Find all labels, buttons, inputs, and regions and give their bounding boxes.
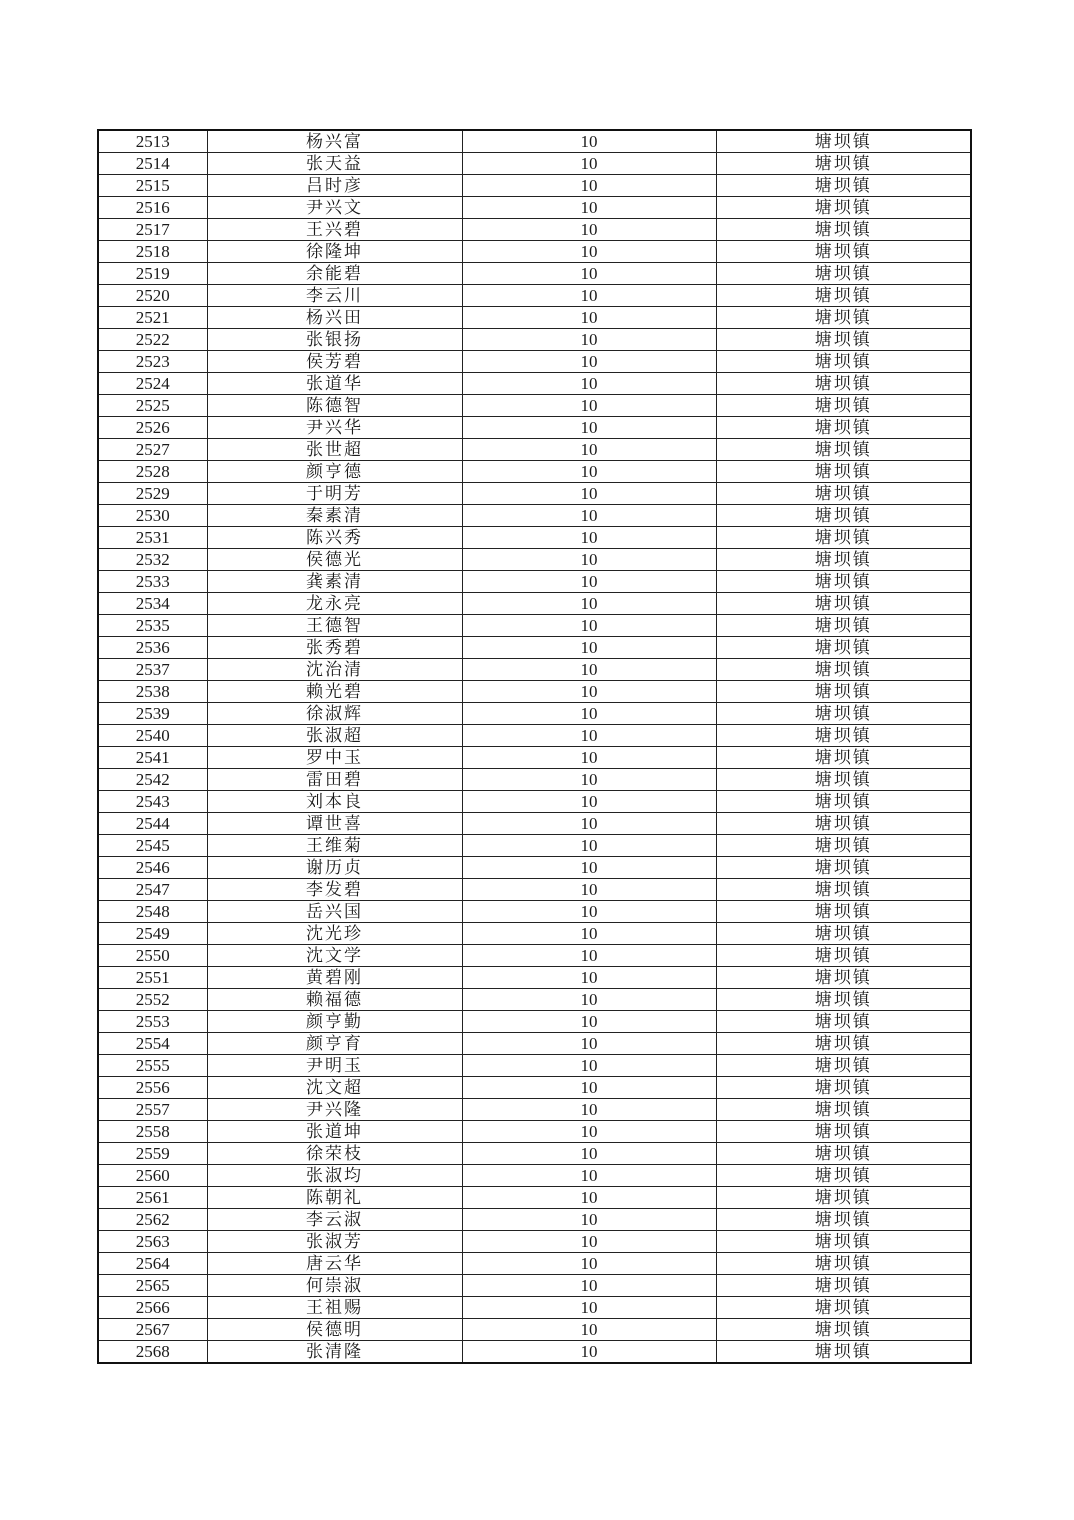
amount-cell: 10 xyxy=(462,329,716,351)
name-cell: 张秀碧 xyxy=(207,637,462,659)
table-row xyxy=(98,153,971,175)
name-cell: 谢历贞 xyxy=(207,857,462,879)
row-number-cell: 2565 xyxy=(98,1275,207,1297)
name-cell: 余能碧 xyxy=(207,263,462,285)
amount-cell: 10 xyxy=(462,1055,716,1077)
name-cell: 王兴碧 xyxy=(207,219,462,241)
table-row xyxy=(98,1231,971,1253)
row-number-cell: 2567 xyxy=(98,1319,207,1341)
table-row xyxy=(98,395,971,417)
amount-cell: 10 xyxy=(462,857,716,879)
row-number-cell: 2546 xyxy=(98,857,207,879)
town-cell: 塘坝镇 xyxy=(716,1011,971,1033)
table-body xyxy=(98,130,971,1363)
table-row xyxy=(98,130,971,153)
row-number-cell: 2526 xyxy=(98,417,207,439)
name-cell: 谭世喜 xyxy=(207,813,462,835)
name-cell: 沈治清 xyxy=(207,659,462,681)
amount-cell: 10 xyxy=(462,197,716,219)
row-number-cell: 2547 xyxy=(98,879,207,901)
amount-cell: 10 xyxy=(462,791,716,813)
amount-cell: 10 xyxy=(462,593,716,615)
row-number-cell: 2528 xyxy=(98,461,207,483)
amount-cell: 10 xyxy=(462,1099,716,1121)
table-row xyxy=(98,373,971,395)
town-cell: 塘坝镇 xyxy=(716,989,971,1011)
town-cell: 塘坝镇 xyxy=(716,879,971,901)
amount-cell: 10 xyxy=(462,659,716,681)
table-row xyxy=(98,1209,971,1231)
name-cell: 张道华 xyxy=(207,373,462,395)
row-number-cell: 2544 xyxy=(98,813,207,835)
name-cell: 陈朝礼 xyxy=(207,1187,462,1209)
data-table xyxy=(97,129,972,1364)
row-number-cell: 2551 xyxy=(98,967,207,989)
name-cell: 张清隆 xyxy=(207,1341,462,1364)
amount-cell: 10 xyxy=(462,351,716,373)
table-row xyxy=(98,703,971,725)
town-cell: 塘坝镇 xyxy=(716,1077,971,1099)
amount-cell: 10 xyxy=(462,461,716,483)
town-cell: 塘坝镇 xyxy=(716,461,971,483)
name-cell: 吕时彦 xyxy=(207,175,462,197)
name-cell: 尹明玉 xyxy=(207,1055,462,1077)
name-cell: 刘本良 xyxy=(207,791,462,813)
amount-cell: 10 xyxy=(462,1121,716,1143)
town-cell: 塘坝镇 xyxy=(716,615,971,637)
name-cell: 陈德智 xyxy=(207,395,462,417)
row-number-cell: 2518 xyxy=(98,241,207,263)
table-row xyxy=(98,1297,971,1319)
town-cell: 塘坝镇 xyxy=(716,483,971,505)
name-cell: 雷田碧 xyxy=(207,769,462,791)
table-row xyxy=(98,1341,971,1364)
amount-cell: 10 xyxy=(462,219,716,241)
name-cell: 张道坤 xyxy=(207,1121,462,1143)
row-number-cell: 2517 xyxy=(98,219,207,241)
town-cell: 塘坝镇 xyxy=(716,571,971,593)
table-row xyxy=(98,615,971,637)
name-cell: 陈兴秀 xyxy=(207,527,462,549)
row-number-cell: 2553 xyxy=(98,1011,207,1033)
town-cell: 塘坝镇 xyxy=(716,659,971,681)
table-row xyxy=(98,549,971,571)
name-cell: 李发碧 xyxy=(207,879,462,901)
table-row xyxy=(98,923,971,945)
town-cell: 塘坝镇 xyxy=(716,1253,971,1275)
row-number-cell: 2521 xyxy=(98,307,207,329)
town-cell: 塘坝镇 xyxy=(716,1055,971,1077)
town-cell: 塘坝镇 xyxy=(716,857,971,879)
town-cell: 塘坝镇 xyxy=(716,945,971,967)
row-number-cell: 2566 xyxy=(98,1297,207,1319)
table-row xyxy=(98,1275,971,1297)
table-row xyxy=(98,681,971,703)
amount-cell: 10 xyxy=(462,725,716,747)
amount-cell: 10 xyxy=(462,307,716,329)
town-cell: 塘坝镇 xyxy=(716,549,971,571)
town-cell: 塘坝镇 xyxy=(716,747,971,769)
name-cell: 张世超 xyxy=(207,439,462,461)
name-cell: 颜亨勤 xyxy=(207,1011,462,1033)
town-cell: 塘坝镇 xyxy=(716,219,971,241)
town-cell: 塘坝镇 xyxy=(716,1341,971,1364)
table-row xyxy=(98,1055,971,1077)
row-number-cell: 2538 xyxy=(98,681,207,703)
town-cell: 塘坝镇 xyxy=(716,153,971,175)
town-cell: 塘坝镇 xyxy=(716,637,971,659)
name-cell: 赖福德 xyxy=(207,989,462,1011)
row-number-cell: 2568 xyxy=(98,1341,207,1364)
amount-cell: 10 xyxy=(462,130,716,153)
amount-cell: 10 xyxy=(462,637,716,659)
table-row xyxy=(98,307,971,329)
amount-cell: 10 xyxy=(462,417,716,439)
table-row xyxy=(98,461,971,483)
amount-cell: 10 xyxy=(462,571,716,593)
table-row xyxy=(98,1011,971,1033)
table-row xyxy=(98,263,971,285)
row-number-cell: 2556 xyxy=(98,1077,207,1099)
table-row xyxy=(98,857,971,879)
town-cell: 塘坝镇 xyxy=(716,527,971,549)
row-number-cell: 2562 xyxy=(98,1209,207,1231)
amount-cell: 10 xyxy=(462,483,716,505)
amount-cell: 10 xyxy=(462,527,716,549)
table-row xyxy=(98,769,971,791)
amount-cell: 10 xyxy=(462,1209,716,1231)
name-cell: 颜亨育 xyxy=(207,1033,462,1055)
name-cell: 尹兴文 xyxy=(207,197,462,219)
name-cell: 沈文学 xyxy=(207,945,462,967)
town-cell: 塘坝镇 xyxy=(716,130,971,153)
amount-cell: 10 xyxy=(462,835,716,857)
row-number-cell: 2529 xyxy=(98,483,207,505)
row-number-cell: 2541 xyxy=(98,747,207,769)
town-cell: 塘坝镇 xyxy=(716,373,971,395)
table-row xyxy=(98,835,971,857)
name-cell: 黄碧刚 xyxy=(207,967,462,989)
table-row xyxy=(98,1121,971,1143)
name-cell: 张天益 xyxy=(207,153,462,175)
name-cell: 张淑芳 xyxy=(207,1231,462,1253)
row-number-cell: 2519 xyxy=(98,263,207,285)
town-cell: 塘坝镇 xyxy=(716,769,971,791)
amount-cell: 10 xyxy=(462,967,716,989)
name-cell: 徐淑辉 xyxy=(207,703,462,725)
amount-cell: 10 xyxy=(462,1275,716,1297)
amount-cell: 10 xyxy=(462,769,716,791)
amount-cell: 10 xyxy=(462,285,716,307)
row-number-cell: 2555 xyxy=(98,1055,207,1077)
name-cell: 岳兴国 xyxy=(207,901,462,923)
amount-cell: 10 xyxy=(462,263,716,285)
table-row xyxy=(98,483,971,505)
town-cell: 塘坝镇 xyxy=(716,263,971,285)
name-cell: 侯德光 xyxy=(207,549,462,571)
row-number-cell: 2527 xyxy=(98,439,207,461)
table-row xyxy=(98,747,971,769)
town-cell: 塘坝镇 xyxy=(716,835,971,857)
table-row xyxy=(98,791,971,813)
table-row xyxy=(98,329,971,351)
table-row xyxy=(98,967,971,989)
amount-cell: 10 xyxy=(462,395,716,417)
amount-cell: 10 xyxy=(462,153,716,175)
table-row xyxy=(98,659,971,681)
table-row xyxy=(98,945,971,967)
town-cell: 塘坝镇 xyxy=(716,1209,971,1231)
name-cell: 龙永亮 xyxy=(207,593,462,615)
table-row xyxy=(98,1099,971,1121)
table-row xyxy=(98,175,971,197)
row-number-cell: 2533 xyxy=(98,571,207,593)
amount-cell: 10 xyxy=(462,1231,716,1253)
row-number-cell: 2560 xyxy=(98,1165,207,1187)
table-row xyxy=(98,197,971,219)
table-row xyxy=(98,813,971,835)
town-cell: 塘坝镇 xyxy=(716,351,971,373)
town-cell: 塘坝镇 xyxy=(716,1143,971,1165)
town-cell: 塘坝镇 xyxy=(716,1319,971,1341)
name-cell: 尹兴隆 xyxy=(207,1099,462,1121)
name-cell: 赖光碧 xyxy=(207,681,462,703)
amount-cell: 10 xyxy=(462,989,716,1011)
row-number-cell: 2559 xyxy=(98,1143,207,1165)
name-cell: 徐荣枝 xyxy=(207,1143,462,1165)
town-cell: 塘坝镇 xyxy=(716,1275,971,1297)
amount-cell: 10 xyxy=(462,747,716,769)
table-row xyxy=(98,285,971,307)
row-number-cell: 2534 xyxy=(98,593,207,615)
row-number-cell: 2520 xyxy=(98,285,207,307)
table-row xyxy=(98,901,971,923)
amount-cell: 10 xyxy=(462,1319,716,1341)
amount-cell: 10 xyxy=(462,1011,716,1033)
amount-cell: 10 xyxy=(462,1253,716,1275)
amount-cell: 10 xyxy=(462,813,716,835)
amount-cell: 10 xyxy=(462,549,716,571)
row-number-cell: 2523 xyxy=(98,351,207,373)
town-cell: 塘坝镇 xyxy=(716,725,971,747)
town-cell: 塘坝镇 xyxy=(716,703,971,725)
name-cell: 沈光珍 xyxy=(207,923,462,945)
amount-cell: 10 xyxy=(462,703,716,725)
town-cell: 塘坝镇 xyxy=(716,1297,971,1319)
name-cell: 罗中玉 xyxy=(207,747,462,769)
town-cell: 塘坝镇 xyxy=(716,1231,971,1253)
row-number-cell: 2542 xyxy=(98,769,207,791)
town-cell: 塘坝镇 xyxy=(716,175,971,197)
name-cell: 于明芳 xyxy=(207,483,462,505)
name-cell: 龚素清 xyxy=(207,571,462,593)
name-cell: 秦素清 xyxy=(207,505,462,527)
row-number-cell: 2535 xyxy=(98,615,207,637)
amount-cell: 10 xyxy=(462,175,716,197)
row-number-cell: 2513 xyxy=(98,130,207,153)
row-number-cell: 2552 xyxy=(98,989,207,1011)
town-cell: 塘坝镇 xyxy=(716,1165,971,1187)
table-row xyxy=(98,571,971,593)
row-number-cell: 2554 xyxy=(98,1033,207,1055)
row-number-cell: 2564 xyxy=(98,1253,207,1275)
name-cell: 杨兴田 xyxy=(207,307,462,329)
name-cell: 张淑均 xyxy=(207,1165,462,1187)
row-number-cell: 2516 xyxy=(98,197,207,219)
amount-cell: 10 xyxy=(462,1341,716,1364)
table-row xyxy=(98,989,971,1011)
amount-cell: 10 xyxy=(462,439,716,461)
town-cell: 塘坝镇 xyxy=(716,1187,971,1209)
town-cell: 塘坝镇 xyxy=(716,439,971,461)
town-cell: 塘坝镇 xyxy=(716,1099,971,1121)
table-row xyxy=(98,1143,971,1165)
table-row xyxy=(98,1077,971,1099)
row-number-cell: 2561 xyxy=(98,1187,207,1209)
table-row xyxy=(98,1187,971,1209)
name-cell: 侯芳碧 xyxy=(207,351,462,373)
table-row xyxy=(98,879,971,901)
town-cell: 塘坝镇 xyxy=(716,1121,971,1143)
name-cell: 王祖赐 xyxy=(207,1297,462,1319)
town-cell: 塘坝镇 xyxy=(716,1033,971,1055)
row-number-cell: 2531 xyxy=(98,527,207,549)
town-cell: 塘坝镇 xyxy=(716,395,971,417)
name-cell: 侯德明 xyxy=(207,1319,462,1341)
name-cell: 王德智 xyxy=(207,615,462,637)
name-cell: 张淑超 xyxy=(207,725,462,747)
amount-cell: 10 xyxy=(462,1297,716,1319)
name-cell: 张银扬 xyxy=(207,329,462,351)
amount-cell: 10 xyxy=(462,1165,716,1187)
town-cell: 塘坝镇 xyxy=(716,505,971,527)
town-cell: 塘坝镇 xyxy=(716,285,971,307)
name-cell: 徐隆坤 xyxy=(207,241,462,263)
town-cell: 塘坝镇 xyxy=(716,791,971,813)
row-number-cell: 2515 xyxy=(98,175,207,197)
table-row xyxy=(98,439,971,461)
amount-cell: 10 xyxy=(462,241,716,263)
amount-cell: 10 xyxy=(462,879,716,901)
row-number-cell: 2558 xyxy=(98,1121,207,1143)
row-number-cell: 2537 xyxy=(98,659,207,681)
amount-cell: 10 xyxy=(462,505,716,527)
town-cell: 塘坝镇 xyxy=(716,967,971,989)
row-number-cell: 2524 xyxy=(98,373,207,395)
name-cell: 李云淑 xyxy=(207,1209,462,1231)
row-number-cell: 2557 xyxy=(98,1099,207,1121)
town-cell: 塘坝镇 xyxy=(716,241,971,263)
row-number-cell: 2543 xyxy=(98,791,207,813)
row-number-cell: 2514 xyxy=(98,153,207,175)
table-row xyxy=(98,637,971,659)
amount-cell: 10 xyxy=(462,373,716,395)
town-cell: 塘坝镇 xyxy=(716,197,971,219)
table-row xyxy=(98,1253,971,1275)
town-cell: 塘坝镇 xyxy=(716,901,971,923)
town-cell: 塘坝镇 xyxy=(716,813,971,835)
row-number-cell: 2539 xyxy=(98,703,207,725)
town-cell: 塘坝镇 xyxy=(716,307,971,329)
table-row xyxy=(98,505,971,527)
amount-cell: 10 xyxy=(462,1077,716,1099)
amount-cell: 10 xyxy=(462,1187,716,1209)
row-number-cell: 2545 xyxy=(98,835,207,857)
amount-cell: 10 xyxy=(462,901,716,923)
table-row xyxy=(98,527,971,549)
row-number-cell: 2550 xyxy=(98,945,207,967)
amount-cell: 10 xyxy=(462,615,716,637)
name-cell: 颜亨德 xyxy=(207,461,462,483)
row-number-cell: 2548 xyxy=(98,901,207,923)
row-number-cell: 2549 xyxy=(98,923,207,945)
table-row xyxy=(98,241,971,263)
row-number-cell: 2536 xyxy=(98,637,207,659)
row-number-cell: 2530 xyxy=(98,505,207,527)
amount-cell: 10 xyxy=(462,681,716,703)
name-cell: 尹兴华 xyxy=(207,417,462,439)
name-cell: 唐云华 xyxy=(207,1253,462,1275)
table-row xyxy=(98,593,971,615)
row-number-cell: 2532 xyxy=(98,549,207,571)
name-cell: 沈文超 xyxy=(207,1077,462,1099)
name-cell: 李云川 xyxy=(207,285,462,307)
table-row xyxy=(98,1319,971,1341)
amount-cell: 10 xyxy=(462,945,716,967)
name-cell: 王维菊 xyxy=(207,835,462,857)
table-row xyxy=(98,351,971,373)
table-row xyxy=(98,1165,971,1187)
table-row xyxy=(98,219,971,241)
table-row xyxy=(98,725,971,747)
row-number-cell: 2522 xyxy=(98,329,207,351)
table-row xyxy=(98,417,971,439)
town-cell: 塘坝镇 xyxy=(716,593,971,615)
amount-cell: 10 xyxy=(462,923,716,945)
name-cell: 杨兴富 xyxy=(207,130,462,153)
row-number-cell: 2540 xyxy=(98,725,207,747)
name-cell: 何崇淑 xyxy=(207,1275,462,1297)
town-cell: 塘坝镇 xyxy=(716,329,971,351)
amount-cell: 10 xyxy=(462,1033,716,1055)
town-cell: 塘坝镇 xyxy=(716,417,971,439)
town-cell: 塘坝镇 xyxy=(716,923,971,945)
table-row xyxy=(98,1033,971,1055)
row-number-cell: 2563 xyxy=(98,1231,207,1253)
amount-cell: 10 xyxy=(462,1143,716,1165)
row-number-cell: 2525 xyxy=(98,395,207,417)
town-cell: 塘坝镇 xyxy=(716,681,971,703)
